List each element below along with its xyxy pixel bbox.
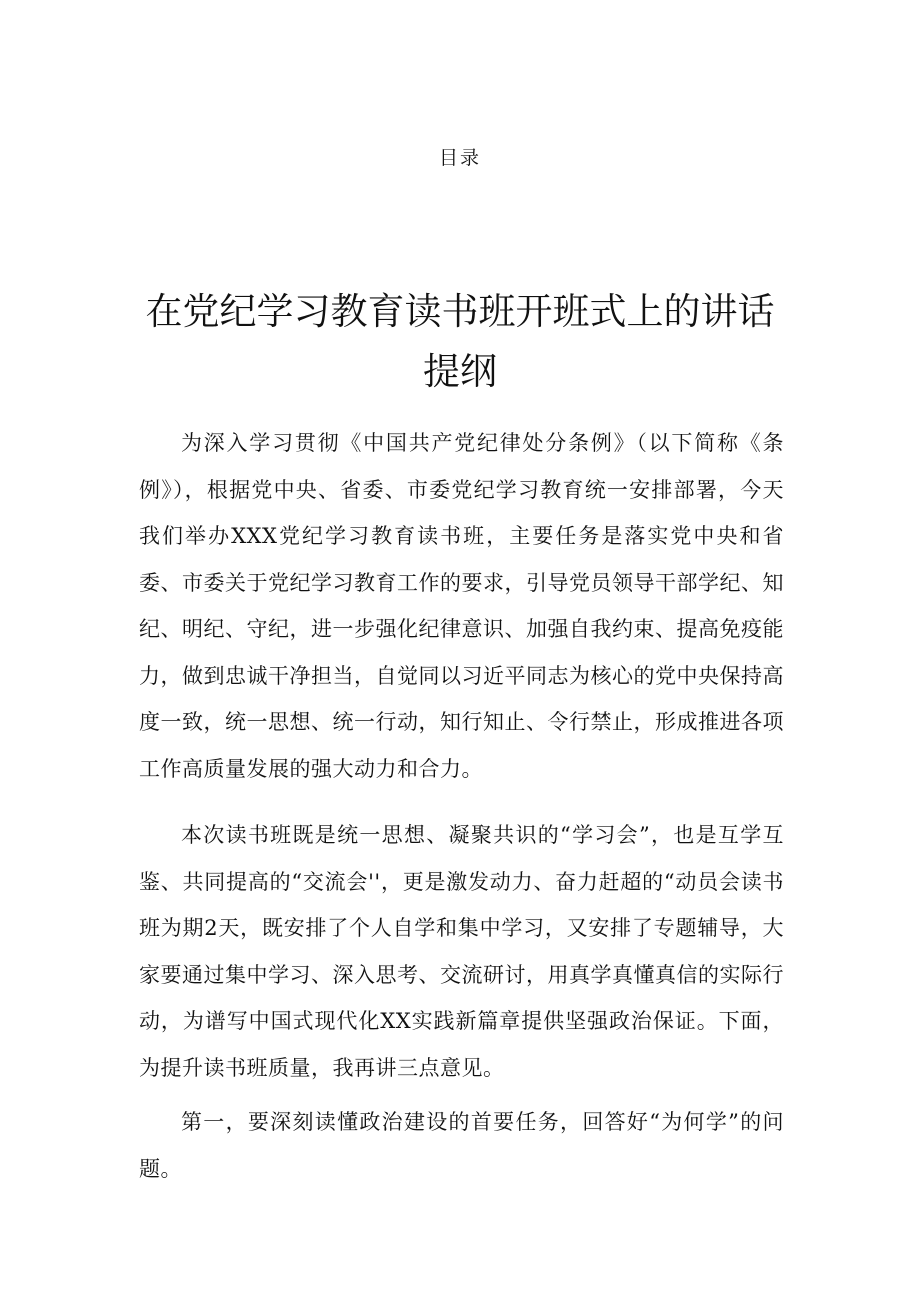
paragraph-intro: 为深入学习贯彻《中国共产党纪律处分条例》（以下简称《条例》），根据党中央、省委、市委党纪学习教育统一安排部署，今天我们举办XXX党纪学习教育读书班，主要任务是落实党中央和省委、市委关于党纪学习教育工作的要求，引导党员领导干部学纪、知纪、明纪、守纪，进一步强化纪律意识、加强自我约束、提高免疫能力，做到忠诚干净担当，自觉同以习近平同志为核心的党中央保持高度一致，统一思想、统一行动，知行知止、令行禁止，形成推进各项工作高质量发展的强大动力和合力。 — [139, 431, 784, 781]
toc-heading: 目录 — [438, 147, 481, 169]
document-body — [139, 420, 784, 1192]
paragraph-reading-class: 本次读书班既是统一思想、凝聚共识的“学习会”，也是互学互鉴、共同提高的“交流会''，更是激发动力、奋力赶超的“动员会读书班为期2天，既安排了个人自学和集中学习，又安排了专题辅导，大家要通过集中学习、深入思考、交流研讨，用真学真懂真信的实际行动，为谱写中国式现代化XX实践新篇章提供坚强政治保证。下面，为提升读书班质量，我再讲三点意见。 — [139, 823, 784, 1080]
document-title: 在党纪学习教育读书班开班式上的讲话提纲 — [145, 290, 775, 393]
paragraph-first-point: 第一，要深刻读懂政治建设的首要任务，回答好“为何学”的问题。 — [139, 1110, 784, 1181]
